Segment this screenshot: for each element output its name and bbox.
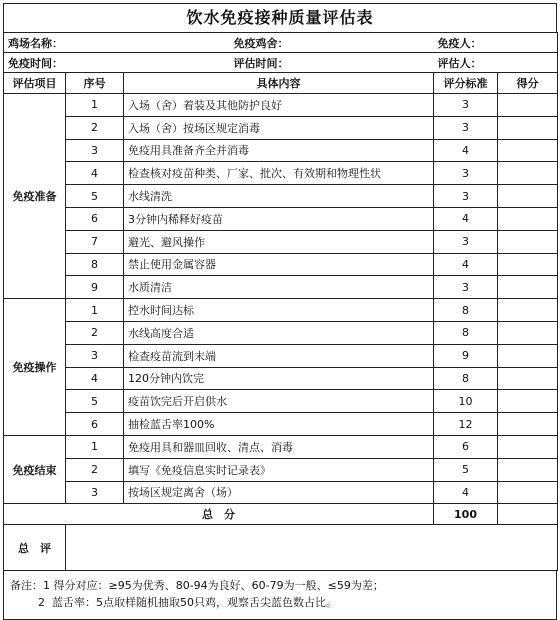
row-standard: 3 bbox=[434, 94, 498, 117]
evaluation-table bbox=[3, 32, 558, 504]
row-content: 免疫用具准备齐全并消毒 bbox=[124, 139, 434, 162]
row-standard: 4 bbox=[434, 207, 498, 230]
row-number: 9 bbox=[66, 276, 124, 299]
row-score-cell[interactable] bbox=[498, 94, 558, 117]
table-row bbox=[4, 94, 558, 117]
row-standard: 3 bbox=[434, 185, 498, 208]
row-content: 入场（舍）按场区规定消毒 bbox=[124, 116, 434, 139]
row-number: 4 bbox=[66, 367, 124, 390]
table-row bbox=[4, 321, 558, 344]
immune-time-label: 免疫时间： bbox=[4, 53, 124, 73]
row-score-cell[interactable] bbox=[498, 299, 558, 322]
section-label: 免疫准备 bbox=[4, 94, 66, 299]
summary-cell[interactable] bbox=[66, 525, 558, 571]
farm-name-label: 鸡场名称： bbox=[4, 33, 124, 53]
summary-label: 总 评 bbox=[4, 525, 66, 571]
row-score-cell[interactable] bbox=[498, 367, 558, 390]
header-score: 得分 bbox=[498, 73, 558, 94]
row-content: 3分钟内稀释好疫苗 bbox=[124, 207, 434, 230]
row-number: 1 bbox=[66, 435, 124, 458]
evaluator-label: 评估人： bbox=[434, 53, 558, 73]
row-score-cell[interactable] bbox=[498, 230, 558, 253]
note-line-2: 2 蓝舌率：5点取样随机抽取50只鸡，观察舌尖蓝色数占比。 bbox=[10, 596, 337, 610]
row-content: 水线高度合适 bbox=[124, 321, 434, 344]
table-row bbox=[4, 116, 558, 139]
meta-row-1 bbox=[4, 33, 558, 53]
table-row bbox=[4, 367, 558, 390]
table-row bbox=[4, 458, 558, 481]
row-score-cell[interactable] bbox=[498, 207, 558, 230]
row-content: 禁止使用金属容器 bbox=[124, 253, 434, 276]
row-content: 抽检蓝舌率100% bbox=[124, 413, 434, 436]
row-score-cell[interactable] bbox=[498, 458, 558, 481]
row-number: 6 bbox=[66, 413, 124, 436]
row-standard: 10 bbox=[434, 390, 498, 413]
row-score-cell[interactable] bbox=[498, 413, 558, 436]
summary-row bbox=[4, 525, 558, 571]
row-standard: 9 bbox=[434, 344, 498, 367]
section-label: 免疫操作 bbox=[4, 299, 66, 436]
row-standard: 3 bbox=[434, 230, 498, 253]
total-label: 总 分 bbox=[4, 504, 434, 525]
note-line-1: 备注：1 得分对应：≥95为优秀、80-94为良好、60-79为一般、≤59为差； bbox=[10, 579, 384, 593]
row-number: 3 bbox=[66, 481, 124, 504]
row-number: 6 bbox=[66, 207, 124, 230]
row-score-cell[interactable] bbox=[498, 276, 558, 299]
table-row bbox=[4, 435, 558, 458]
table-row bbox=[4, 413, 558, 436]
row-content: 避光、避风操作 bbox=[124, 230, 434, 253]
meta-row-2 bbox=[4, 53, 558, 73]
summary-table bbox=[3, 504, 558, 571]
header-item: 评估项目 bbox=[4, 73, 66, 94]
row-content: 控水时间达标 bbox=[124, 299, 434, 322]
row-standard: 3 bbox=[434, 116, 498, 139]
house-label: 免疫鸡舍： bbox=[124, 33, 434, 53]
total-score-cell[interactable] bbox=[498, 504, 558, 525]
row-standard: 8 bbox=[434, 367, 498, 390]
row-score-cell[interactable] bbox=[498, 481, 558, 504]
row-score-cell[interactable] bbox=[498, 185, 558, 208]
row-content: 填写《免疫信息实时记录表》 bbox=[124, 458, 434, 481]
row-number: 4 bbox=[66, 162, 124, 185]
row-content: 免疫用具和器皿回收、清点、消毒 bbox=[124, 435, 434, 458]
row-number: 1 bbox=[66, 299, 124, 322]
row-score-cell[interactable] bbox=[498, 253, 558, 276]
total-row bbox=[4, 504, 558, 525]
row-score-cell[interactable] bbox=[498, 344, 558, 367]
row-number: 2 bbox=[66, 116, 124, 139]
row-number: 5 bbox=[66, 390, 124, 413]
row-standard: 4 bbox=[434, 481, 498, 504]
row-number: 5 bbox=[66, 185, 124, 208]
row-score-cell[interactable] bbox=[498, 321, 558, 344]
row-score-cell[interactable] bbox=[498, 390, 558, 413]
row-standard: 3 bbox=[434, 162, 498, 185]
table-row bbox=[4, 344, 558, 367]
table-row bbox=[4, 253, 558, 276]
row-number: 2 bbox=[66, 458, 124, 481]
row-standard: 8 bbox=[434, 321, 498, 344]
table-row bbox=[4, 230, 558, 253]
table-row bbox=[4, 276, 558, 299]
row-content: 疫苗饮完后开启供水 bbox=[124, 390, 434, 413]
section-label: 免疫结束 bbox=[4, 435, 66, 503]
form-title: 饮水免疫接种质量评估表 bbox=[3, 3, 557, 32]
total-value: 100 bbox=[434, 504, 498, 525]
row-content: 水质清洁 bbox=[124, 276, 434, 299]
row-content: 入场（舍）着装及其他防护良好 bbox=[124, 94, 434, 117]
table-row bbox=[4, 162, 558, 185]
row-score-cell[interactable] bbox=[498, 162, 558, 185]
row-number: 1 bbox=[66, 94, 124, 117]
immunizer-label: 免疫人： bbox=[434, 33, 558, 53]
row-score-cell[interactable] bbox=[498, 435, 558, 458]
row-number: 7 bbox=[66, 230, 124, 253]
eval-time-label: 评估时间： bbox=[124, 53, 434, 73]
header-standard: 评分标准 bbox=[434, 73, 498, 94]
row-score-cell[interactable] bbox=[498, 116, 558, 139]
header-content: 具体内容 bbox=[124, 73, 434, 94]
evaluation-sheet bbox=[3, 3, 557, 620]
table-row bbox=[4, 139, 558, 162]
table-row bbox=[4, 390, 558, 413]
row-standard: 6 bbox=[434, 435, 498, 458]
row-standard: 3 bbox=[434, 276, 498, 299]
table-row bbox=[4, 185, 558, 208]
row-standard: 12 bbox=[434, 413, 498, 436]
row-content: 检查疫苗流到末端 bbox=[124, 344, 434, 367]
row-content: 120分钟内饮完 bbox=[124, 367, 434, 390]
table-row bbox=[4, 299, 558, 322]
table-row bbox=[4, 481, 558, 504]
notes bbox=[3, 571, 557, 620]
row-standard: 8 bbox=[434, 299, 498, 322]
row-standard: 5 bbox=[434, 458, 498, 481]
header-row bbox=[4, 73, 558, 94]
row-number: 3 bbox=[66, 139, 124, 162]
row-number: 8 bbox=[66, 253, 124, 276]
row-score-cell[interactable] bbox=[498, 139, 558, 162]
row-standard: 4 bbox=[434, 139, 498, 162]
header-no: 序号 bbox=[66, 73, 124, 94]
row-number: 3 bbox=[66, 344, 124, 367]
row-content: 按场区规定离舍（场） bbox=[124, 481, 434, 504]
row-content: 水线清洗 bbox=[124, 185, 434, 208]
row-number: 2 bbox=[66, 321, 124, 344]
table-row bbox=[4, 207, 558, 230]
row-content: 检查核对疫苗种类、厂家、批次、有效期和物理性状 bbox=[124, 162, 434, 185]
row-standard: 4 bbox=[434, 253, 498, 276]
